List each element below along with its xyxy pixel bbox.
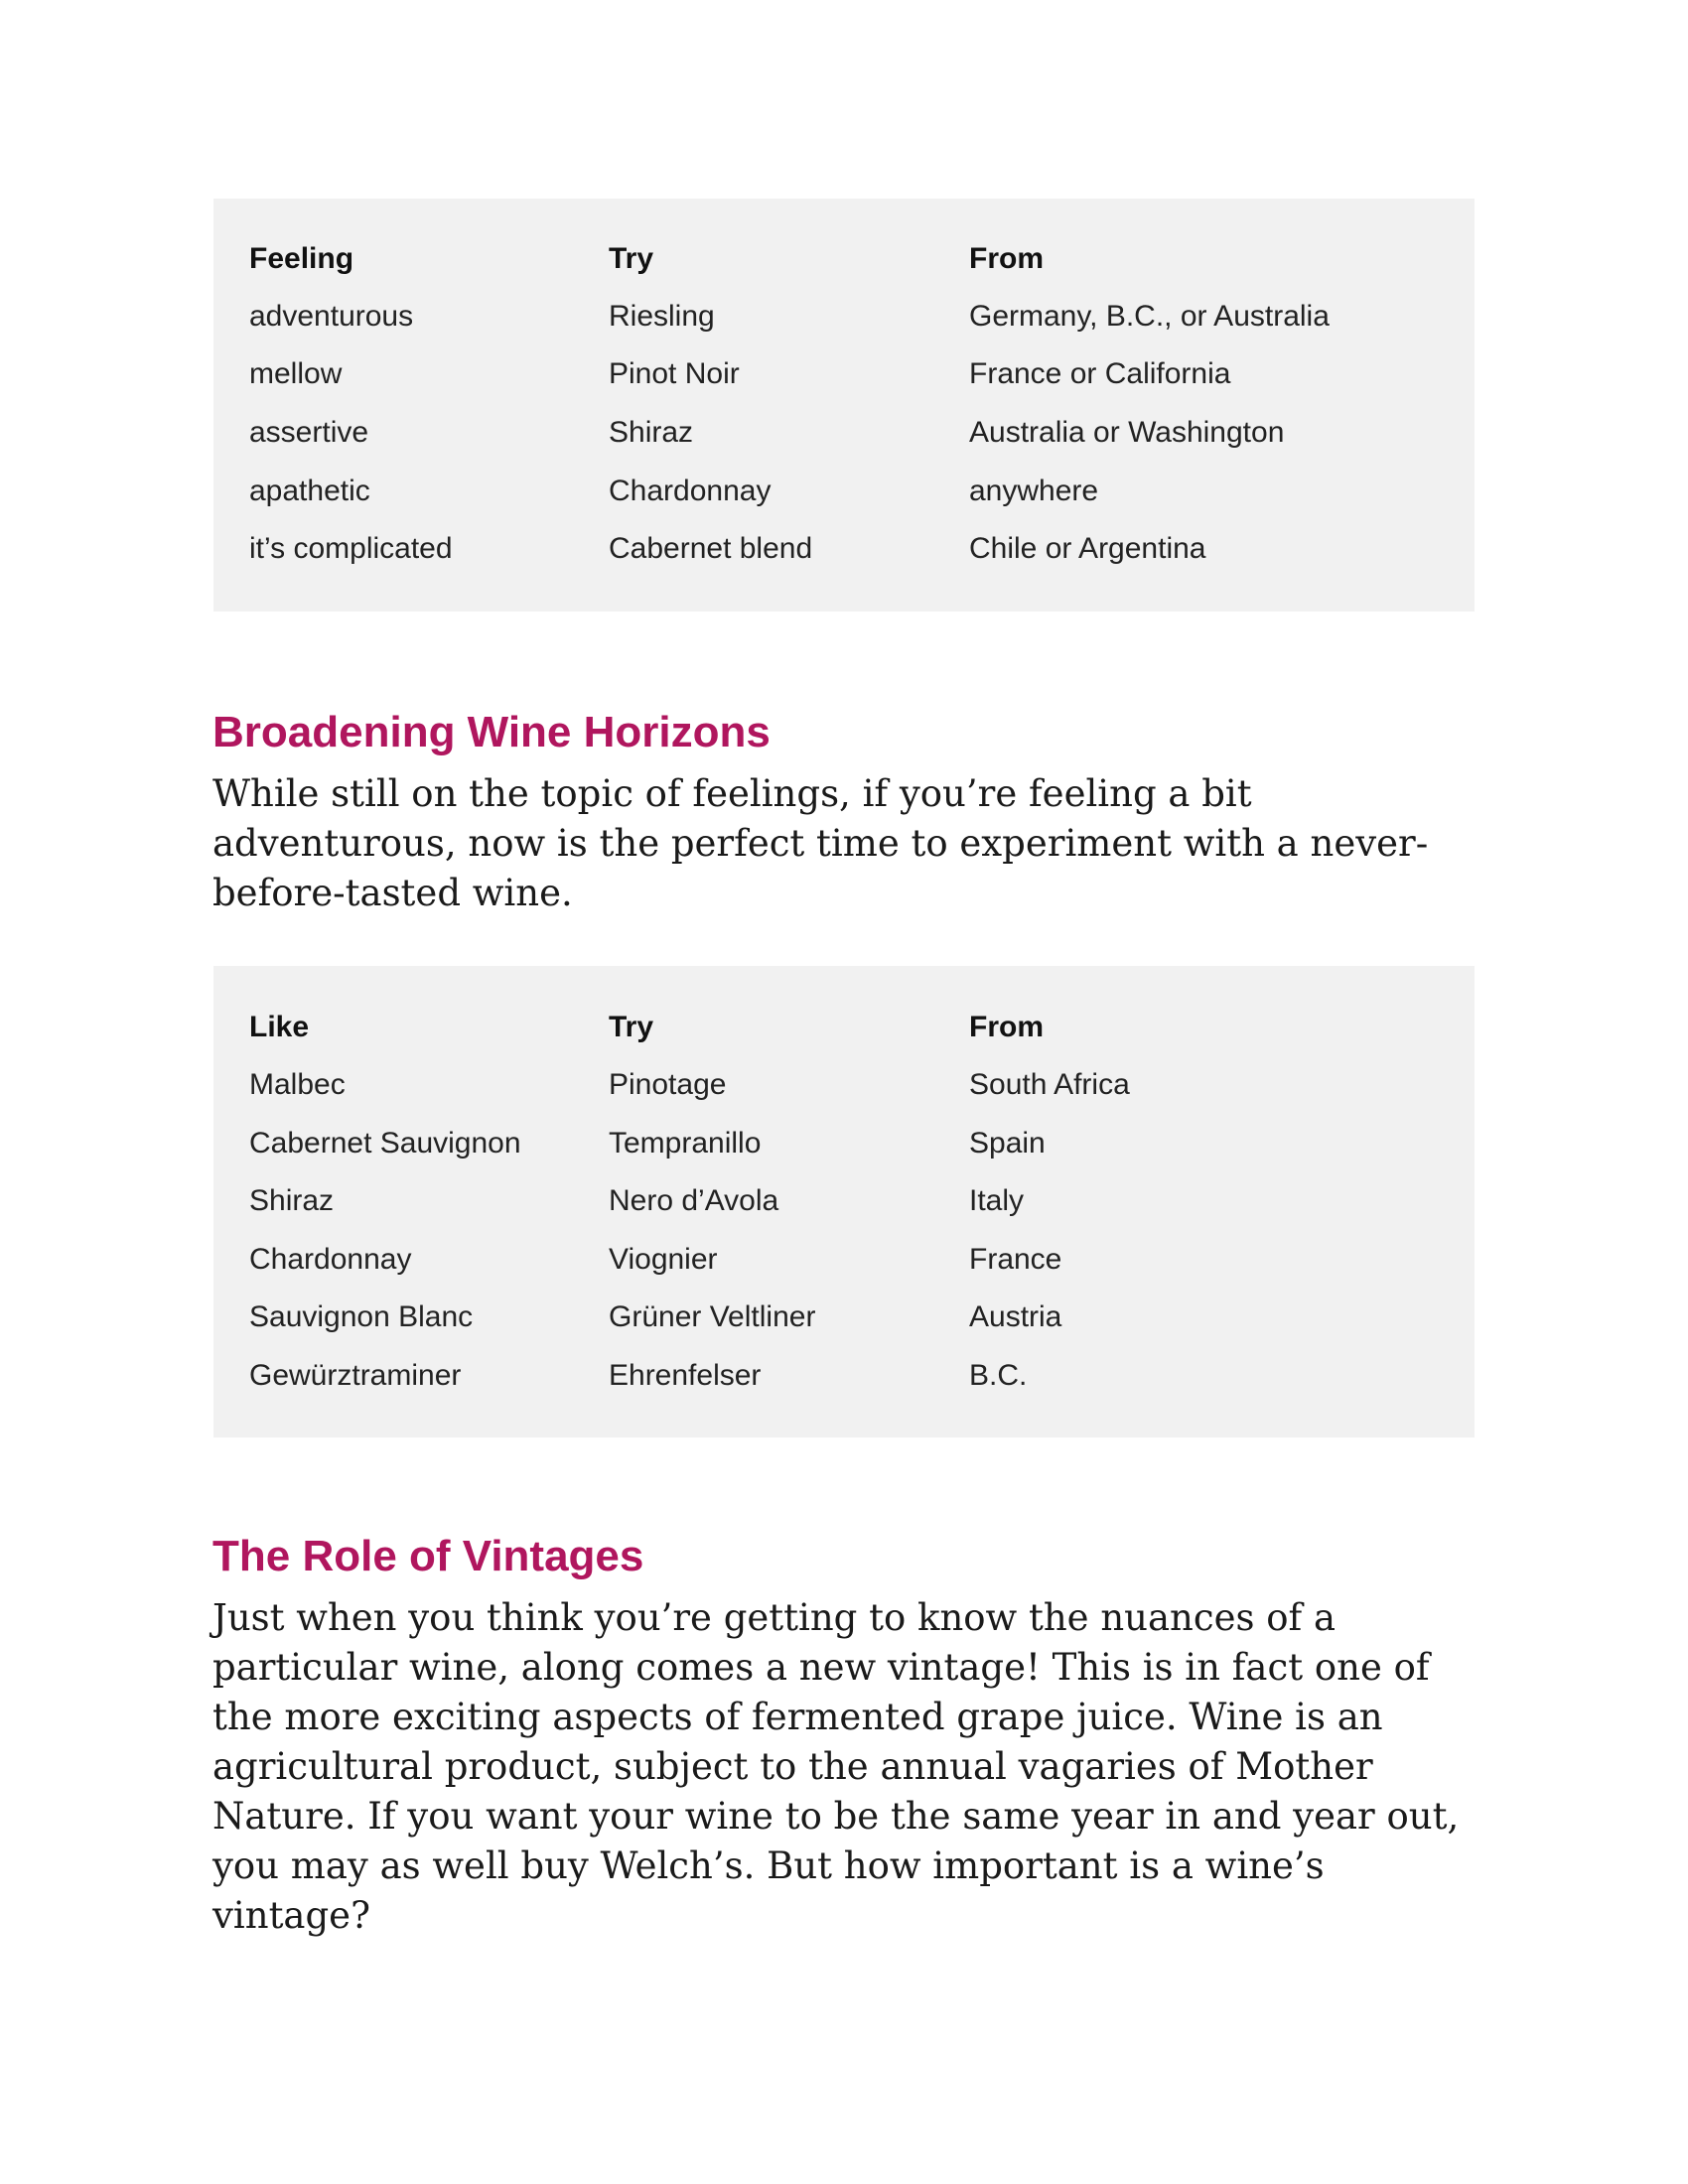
paragraph-line: vintage? bbox=[212, 1894, 370, 1937]
table-header-row bbox=[213, 239, 1475, 279]
like-cell: Sauvignon Blanc bbox=[249, 1300, 474, 1333]
try-cell: Ehrenfelser bbox=[609, 1359, 762, 1392]
feeling-cell: mellow bbox=[249, 357, 343, 390]
try-cell: Tempranillo bbox=[609, 1127, 762, 1160]
section-heading-role-of-vintages: The Role of Vintages bbox=[212, 1532, 644, 1580]
section-heading-broadening-wine-horizons: Broadening Wine Horizons bbox=[212, 708, 771, 756]
feeling-wine-table bbox=[213, 199, 1475, 612]
from-cell: France bbox=[969, 1243, 1062, 1276]
column-header-try: Try bbox=[609, 242, 654, 275]
column-header-feeling: Feeling bbox=[249, 242, 354, 275]
from-cell: Chile or Argentina bbox=[969, 532, 1206, 565]
like-cell: Chardonnay bbox=[249, 1243, 412, 1276]
feeling-cell: assertive bbox=[249, 416, 369, 449]
from-cell: Spain bbox=[969, 1127, 1046, 1160]
table-row bbox=[213, 1240, 1475, 1280]
table-row bbox=[213, 472, 1475, 511]
section-paragraph bbox=[212, 769, 1503, 918]
like-cell: Gewürztraminer bbox=[249, 1359, 462, 1392]
paragraph-line: adventurous, now is the perfect time to experiment with a never- bbox=[212, 822, 1429, 865]
try-cell: Viognier bbox=[609, 1243, 718, 1276]
try-cell: Nero d’Avola bbox=[609, 1184, 779, 1217]
table-row bbox=[213, 1356, 1475, 1396]
paragraph-line: Just when you think you’re getting to know the nuances of a bbox=[212, 1596, 1336, 1639]
table-header-row bbox=[213, 1008, 1475, 1047]
table-row bbox=[213, 1065, 1475, 1105]
table-row bbox=[213, 297, 1475, 337]
paragraph-line: you may as well buy Welch’s. But how important is a wine’s bbox=[212, 1844, 1325, 1887]
section-paragraph bbox=[212, 1593, 1503, 1941]
from-cell: Italy bbox=[969, 1184, 1025, 1217]
from-cell: Australia or Washington bbox=[969, 416, 1285, 449]
paragraph-line: Nature. If you want your wine to be the same year in and year out, bbox=[212, 1795, 1460, 1838]
column-header-from: From bbox=[969, 242, 1044, 275]
feeling-cell: apathetic bbox=[249, 475, 370, 507]
from-cell: B.C. bbox=[969, 1359, 1028, 1392]
like-wine-table bbox=[213, 966, 1475, 1437]
try-cell: Shiraz bbox=[609, 416, 694, 449]
try-cell: Pinotage bbox=[609, 1068, 727, 1101]
try-cell: Pinot Noir bbox=[609, 357, 740, 390]
like-cell: Shiraz bbox=[249, 1184, 335, 1217]
try-cell: Cabernet blend bbox=[609, 532, 813, 565]
column-header-from: From bbox=[969, 1011, 1044, 1043]
from-cell: Austria bbox=[969, 1300, 1062, 1333]
from-cell: anywhere bbox=[969, 475, 1099, 507]
from-cell: South Africa bbox=[969, 1068, 1130, 1101]
paragraph-line: particular wine, along comes a new vintage! This is in fact one of bbox=[212, 1646, 1430, 1689]
table-row bbox=[213, 1124, 1475, 1163]
like-cell: Cabernet Sauvignon bbox=[249, 1127, 521, 1160]
feeling-cell: adventurous bbox=[249, 300, 414, 333]
from-cell: Germany, B.C., or Australia bbox=[969, 300, 1330, 333]
from-cell: France or California bbox=[969, 357, 1231, 390]
table-row bbox=[213, 1297, 1475, 1337]
try-cell: Chardonnay bbox=[609, 475, 772, 507]
table-row bbox=[213, 413, 1475, 453]
try-cell: Grüner Veltliner bbox=[609, 1300, 816, 1333]
table-row bbox=[213, 1181, 1475, 1221]
column-header-like: Like bbox=[249, 1011, 310, 1043]
feeling-cell: it’s complicated bbox=[249, 532, 453, 565]
paragraph-line: the more exciting aspects of fermented grape juice. Wine is an bbox=[212, 1696, 1383, 1738]
table-row bbox=[213, 529, 1475, 569]
paragraph-line: before-tasted wine. bbox=[212, 872, 573, 914]
column-header-try: Try bbox=[609, 1011, 654, 1043]
paragraph-line: While still on the topic of feelings, if you’re feeling a bit bbox=[212, 772, 1252, 815]
like-cell: Malbec bbox=[249, 1068, 346, 1101]
paragraph-line: agricultural product, subject to the annual vagaries of Mother bbox=[212, 1745, 1373, 1788]
try-cell: Riesling bbox=[609, 300, 715, 333]
table-row bbox=[213, 354, 1475, 394]
